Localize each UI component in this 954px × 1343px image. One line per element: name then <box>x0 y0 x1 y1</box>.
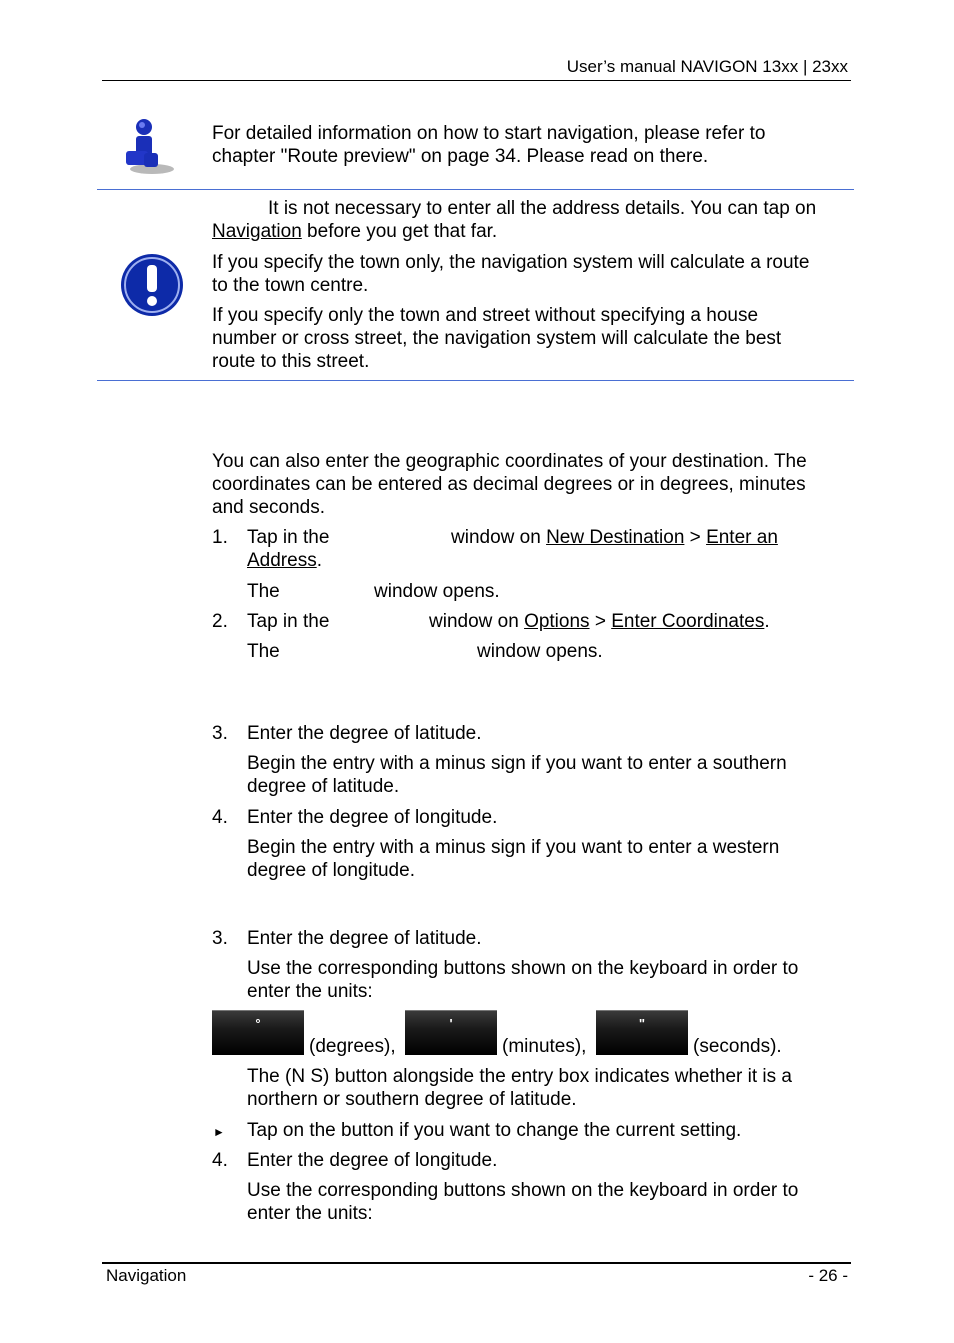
note-p1-line2 <box>212 220 497 243</box>
step-1-sep: > <box>684 527 707 548</box>
step-b4-detail-line1: Begin the entry with a minus sign if you want to enter a western <box>247 837 780 858</box>
step-c3-detail <box>247 957 847 1003</box>
options-link[interactable]: Options <box>524 611 590 632</box>
seconds-key-label: " <box>638 1016 646 1031</box>
step-1-text-a: Tap in the <box>247 527 330 548</box>
step-c3-number: 3. <box>212 928 228 949</box>
step-2-end: . <box>764 611 770 632</box>
step-1-text-b <box>451 526 778 549</box>
step-c4-detail-line2: enter the units: <box>247 1203 373 1224</box>
step-2-result-b: window opens. <box>477 641 603 662</box>
step-2-number: 2. <box>212 611 228 632</box>
step-c4-detail <box>247 1179 847 1225</box>
note-p1-line1: It is not necessary to enter all the address details. You can tap on <box>268 198 817 219</box>
step-b3-detail-line2: degree of latitude. <box>247 776 400 797</box>
intro-line-2: coordinates can be entered as decimal degrees or in degrees, minutes <box>212 474 806 495</box>
intro-line-3: and seconds. <box>212 497 326 518</box>
header-rule <box>102 80 851 81</box>
intro-line-1: You can also enter the geographic coordinates of your destination. The <box>212 451 807 472</box>
step-b3-number: 3. <box>212 723 228 744</box>
note-p2-line2: to the town centre. <box>212 275 369 296</box>
ns-explanation <box>247 1065 847 1111</box>
info-line-1: For detailed information on how to start navigation, please refer to <box>212 123 766 144</box>
enter-an-address-link-part2[interactable]: Address <box>247 550 317 571</box>
header-title: User’s manual NAVIGON 13xx | 23xx <box>566 57 848 76</box>
step-1-end: . <box>316 550 322 571</box>
step-c3-detail-line2: enter the units: <box>247 981 373 1002</box>
note-p2 <box>212 251 852 297</box>
step-2-result-a: The <box>247 641 280 662</box>
intro-paragraph <box>212 450 852 519</box>
degrees-key-button[interactable] <box>212 1010 304 1055</box>
info-line-2: chapter "Route preview" on page 34. Please read on there. <box>212 146 709 167</box>
step-1-result-b: window opens. <box>374 581 500 602</box>
minutes-caption: (minutes), <box>502 1036 587 1057</box>
step-c4-text: Enter the degree of longitude. <box>247 1150 498 1171</box>
step-b4-detail <box>247 836 847 882</box>
step-c4-number: 4. <box>212 1150 228 1171</box>
step-1-line2 <box>247 549 322 572</box>
info-box-divider <box>97 189 854 190</box>
degrees-caption: (degrees), <box>309 1036 396 1057</box>
note-p1-rest: before you get that far. <box>301 221 498 242</box>
degrees-key-label: ° <box>255 1016 261 1031</box>
footer-page-number: - 26 - <box>808 1266 848 1285</box>
seconds-caption: (seconds). <box>693 1036 782 1057</box>
note-p2-line1: If you specify the town only, the navigation system will calculate a route <box>212 252 810 273</box>
step-1-number: 1. <box>212 527 228 548</box>
enter-coordinates-link[interactable]: Enter Coordinates <box>611 611 765 632</box>
step-c3-detail-line1: Use the corresponding buttons shown on the keyboard in order to <box>247 958 799 979</box>
step-2-text-b <box>429 610 770 633</box>
step-b4-text: Enter the degree of longitude. <box>247 807 498 828</box>
exclamation-icon <box>119 253 185 317</box>
step-1-result-a: The <box>247 581 280 602</box>
bullet-arrow-icon: ► <box>213 1125 225 1139</box>
step-b3-detail-line1: Begin the entry with a minus sign if you want to enter a southern <box>247 753 787 774</box>
step-b4-detail-line2: degree of longitude. <box>247 860 415 881</box>
ns-line1: The (N S) button alongside the entry box indicates whether it is a <box>247 1066 792 1087</box>
step-c3-text: Enter the degree of latitude. <box>247 928 482 949</box>
note-p3-line3: route to this street. <box>212 351 370 372</box>
step-2-window-on: window on <box>429 611 525 632</box>
note-p3-line2: number or cross street, the navigation system will calculate the best <box>212 328 782 349</box>
step-1-window-on: window on <box>451 527 547 548</box>
page-header <box>102 57 848 77</box>
enter-an-address-link-part1[interactable]: Enter an <box>706 527 778 548</box>
minutes-key-label: ' <box>449 1016 453 1031</box>
note-p3-line1: If you specify only the town and street without specifying a house <box>212 305 759 326</box>
new-destination-link[interactable]: New Destination <box>546 527 685 548</box>
info-text <box>212 122 852 168</box>
minutes-key-button[interactable] <box>405 1010 497 1055</box>
footer-rule <box>102 1262 851 1264</box>
seconds-key-button[interactable] <box>596 1010 688 1055</box>
step-2-text-a: Tap in the <box>247 611 330 632</box>
step-b4-number: 4. <box>212 807 228 828</box>
step-b3-detail <box>247 752 847 798</box>
step-c4-detail-line1: Use the corresponding buttons shown on the keyboard in order to <box>247 1180 799 1201</box>
info-person-icon <box>122 117 176 175</box>
bullet-text: Tap on the button if you want to change the current setting. <box>247 1120 742 1141</box>
note-box-divider <box>97 380 854 381</box>
step-b3-text: Enter the degree of latitude. <box>247 723 482 744</box>
ns-line2: northern or southern degree of latitude. <box>247 1089 577 1110</box>
note-p3 <box>212 304 852 373</box>
step-2-sep: > <box>589 611 612 632</box>
navigation-link[interactable]: Navigation <box>212 221 302 242</box>
footer-section: Navigation <box>106 1266 187 1285</box>
